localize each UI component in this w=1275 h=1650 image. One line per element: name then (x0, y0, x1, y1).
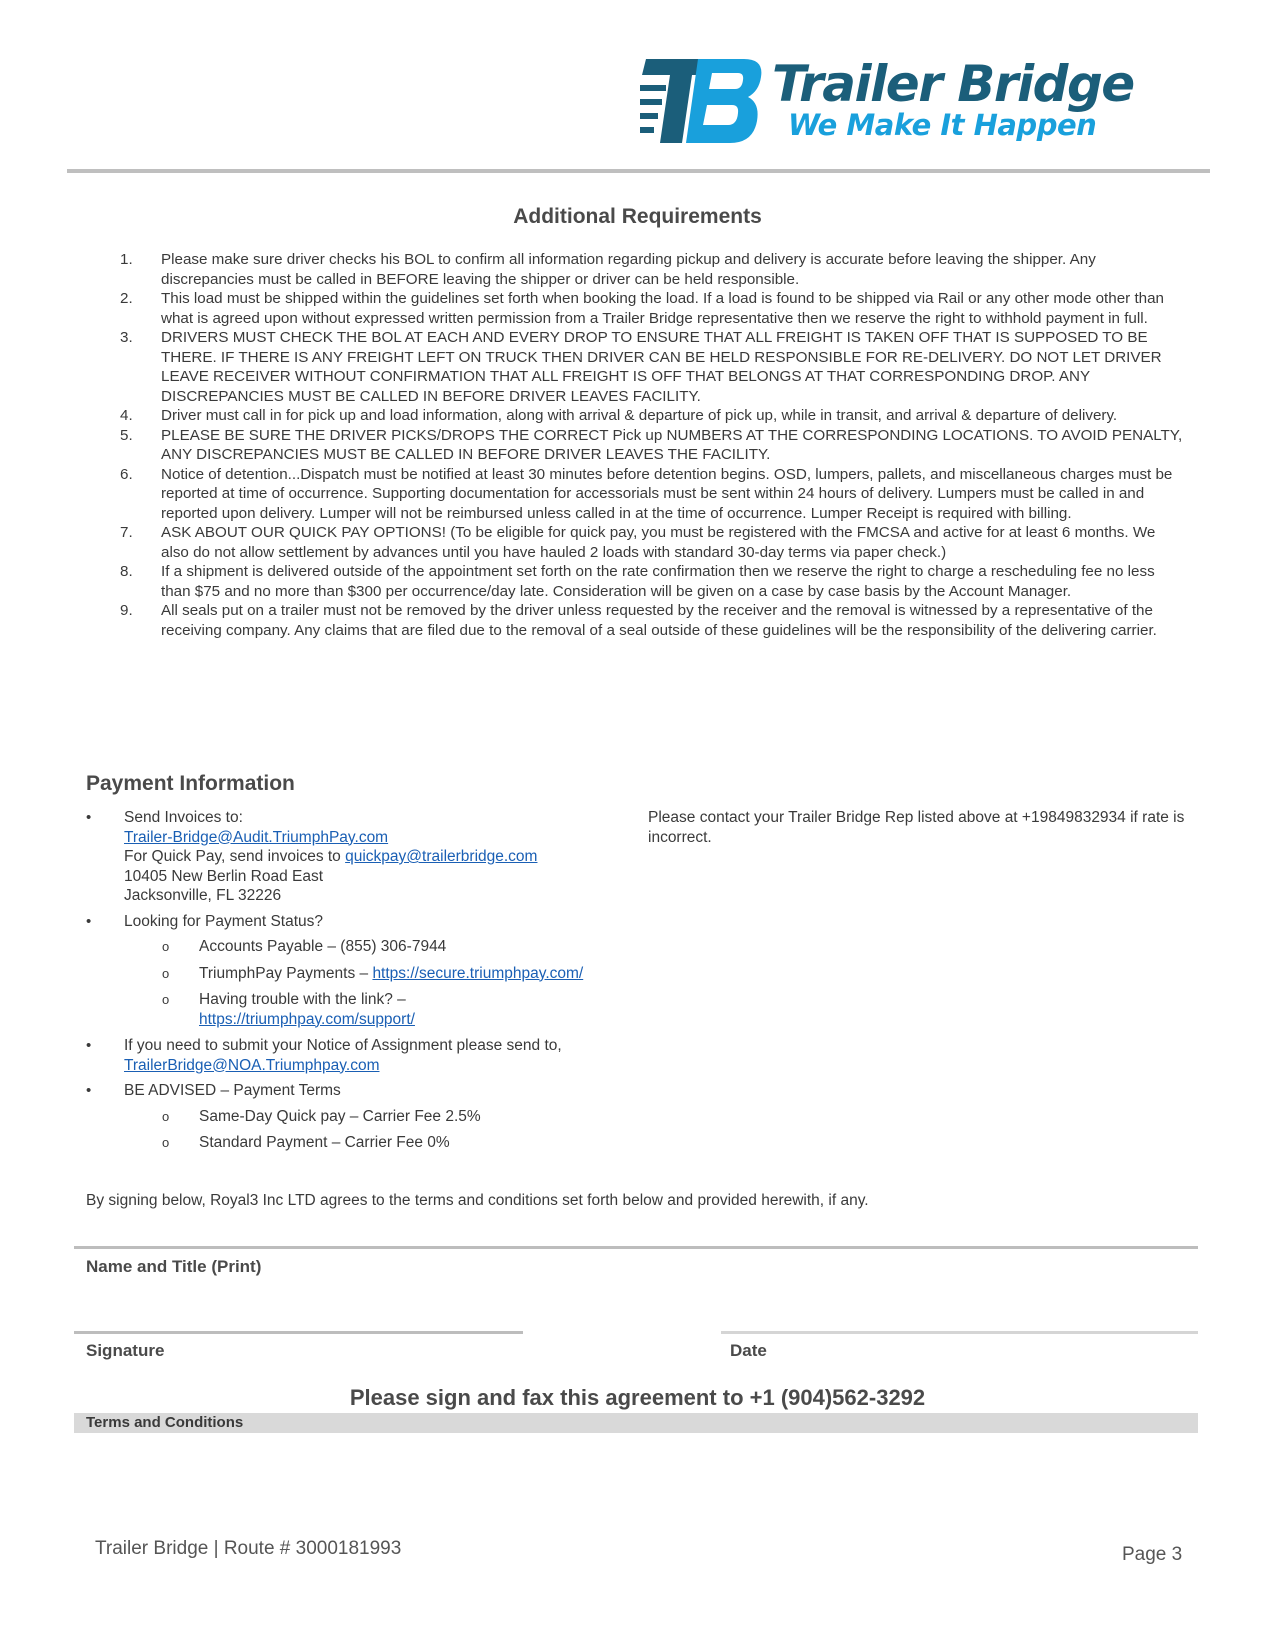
quickpay-prefix: For Quick Pay, send invoices to (124, 848, 346, 865)
tb-logo-icon (640, 59, 765, 143)
requirement-number: 6. (120, 465, 133, 483)
requirement-text: Notice of detention...Dispatch must be notified at least 30 minutes before detention begins. OSD, lumpers, pallets, and miscellaneous charges must be reported at time of occurrence. Supporting documentation for accessorials must be sent within 24 hours of delivery. Lumpers must be called in and reported upon delivery. Lumper will not be reimbursed unless called in at the time of occurrence. Lumper Receipt is required with billing. (161, 465, 1173, 522)
brand-tagline: We Make It Happen (788, 108, 1097, 142)
brand-name: Trailer Bridge (772, 55, 1134, 113)
bullet-icon: • (86, 1037, 92, 1054)
payment-status-label: Looking for Payment Status? (124, 912, 324, 930)
requirement-number: 3. (120, 329, 133, 346)
invoice-email-link[interactable]: Trailer-Bridge@Audit.TriumphPay.com (124, 828, 389, 846)
sub-bullet-icon: o (162, 992, 170, 1007)
quickpay-email-link[interactable]: quickpay@trailerbridge.com (345, 848, 538, 865)
requirements-list (120, 250, 1185, 640)
name-title-label: Name and Title (Print) (86, 1257, 262, 1276)
trouble-prefix: Having trouble with the link? – (199, 991, 406, 1008)
accounts-payable-item (86, 937, 646, 957)
requirement-number: 7. (120, 524, 133, 541)
rate-contact-note: Please contact your Trailer Bridge Rep listed above at +19849832934 if rate is incorrect. (648, 809, 1185, 846)
noa-bullet (86, 1036, 646, 1075)
requirement-text: Driver must call in for pick up and load information, along with arrival & departure of pick up, while in transit, and arrival & departure of delivery. (161, 407, 1118, 424)
requirement-number: 1. (120, 251, 133, 268)
agreement-statement: By signing below, Royal3 Inc LTD agrees to the terms and conditions set forth below and provided herewith, if any. (86, 1192, 869, 1209)
signature-label: Signature (86, 1341, 165, 1360)
noa-email-link[interactable]: TrailerBridge@NOA.Triumphpay.com (124, 1056, 380, 1074)
requirement-text: All seals put on a trailer must not be removed by the driver unless requested by the receiver and the removal is witnessed by a representative of the receiving company. Any claims that are filed due to the removal of a seal outside of these guidelines will be the responsibility of the delivering carrier. (161, 602, 1157, 639)
requirement-number: 8. (120, 563, 133, 580)
requirement-number: 2. (120, 290, 133, 307)
sub-bullet-icon: o (162, 1108, 170, 1124)
requirement-item (120, 250, 1185, 289)
payment-title: Payment Information (86, 772, 295, 795)
signature-line[interactable] (74, 1331, 523, 1334)
requirement-number: 4. (120, 407, 133, 424)
requirement-number: 9. (120, 602, 133, 619)
requirement-text: Please make sure driver checks his BOL to confirm all information regarding pickup and delivery is accurate before leaving the shipper. Any discrepancies must be called in BEFORE leaving the shipper or driver can be held responsible. (161, 251, 1096, 288)
address-line-2: Jacksonville, FL 32226 (124, 887, 282, 904)
sub-bullet-icon: o (162, 939, 170, 954)
standard-payment-text: Standard Payment – Carrier Fee 0% (199, 1134, 450, 1151)
date-line[interactable] (721, 1331, 1198, 1334)
triumphpay-link[interactable]: https://secure.triumphpay.com/ (372, 964, 584, 982)
standard-payment-item (86, 1133, 646, 1153)
payment-details (86, 808, 646, 1160)
address-line-1: 10405 New Berlin Road East (124, 867, 324, 885)
requirement-item (120, 562, 1185, 601)
requirements-title: Additional Requirements (513, 205, 762, 228)
name-title-line (74, 1246, 1198, 1249)
triumphpay-prefix: TriumphPay Payments – (199, 964, 373, 982)
requirement-text: DRIVERS MUST CHECK THE BOL AT EACH AND EVERY DROP TO ENSURE THAT ALL FREIGHT IS TAKEN OFF THAT IS SUPPOSED TO BE THERE. IF THERE IS ANY FREIGHT LEFT ON TRUCK THEN DRIVER CAN BE HELD RESPONSIBLE FOR RE-DELIVERY. DO NOT LET DRIVER LEAVE RECEIVER WITHOUT CONFIRMATION THAT ALL FREIGHT IS OFF THAT BELONGS AT THAT CORRESPONDING DROP. ANY DISCREPANCIES MUST BE CALLED IN BEFORE DRIVER LEAVES FACILITY. (161, 329, 1162, 405)
terms-header: Terms and Conditions (74, 1413, 1198, 1433)
noa-text: If you need to submit your Notice of Assignment please send to, (124, 1037, 562, 1054)
requirement-text: ASK ABOUT OUR QUICK PAY OPTIONS! (To be eligible for quick pay, you must be registered with the FMCSA and active for at least 6 months. We also do not allow settlement by advances until you have hauled 2 loads with standard 30-day terms via paper check.) (161, 524, 1156, 561)
sub-bullet-icon: o (162, 965, 170, 981)
accounts-payable-text: Accounts Payable – (855) 306-7944 (199, 938, 447, 955)
requirement-item (120, 328, 1185, 406)
triumphpay-item (86, 964, 646, 984)
footer-route: Trailer Bridge | Route # 3000181993 (95, 1538, 402, 1559)
payment-terms-bullet (86, 1081, 646, 1101)
requirement-item (120, 426, 1185, 465)
payment-status-bullet (86, 912, 646, 932)
header-divider (67, 169, 1210, 173)
requirement-text: PLEASE BE SURE THE DRIVER PICKS/DROPS THE CORRECT Pick up NUMBERS AT THE CORRESPONDING LOCATIONS. TO AVOID PENALTY, ANY DISCREPANCIES MUST BE CALLED IN BEFORE DRIVER LEAVES THE FACILITY. (161, 426, 1183, 463)
send-invoices-label: Send Invoices to: (124, 809, 243, 826)
requirement-item (120, 406, 1185, 426)
requirement-item (120, 523, 1185, 562)
support-link[interactable]: https://triumphpay.com/support/ (199, 1010, 415, 1028)
requirement-item (120, 601, 1185, 640)
trouble-link-item (86, 990, 646, 1029)
bullet-icon: • (86, 912, 92, 930)
fax-instruction: Please sign and fax this agreement to +1 (904)562-3292 (349, 1385, 926, 1410)
requirement-text: If a shipment is delivered outside of the appointment set forth on the rate confirmation then we reserve the right to charge a rescheduling fee no less than $75 and no more than $300 per occurrence/day late. Consideration will be given on a case by case basis by the Account Manager. (161, 563, 1155, 600)
requirement-number: 5. (120, 426, 133, 444)
same-day-text: Same-Day Quick pay – Carrier Fee 2.5% (199, 1107, 481, 1125)
page-number: Page 3 (1122, 1544, 1183, 1565)
trailer-bridge-logo (640, 55, 1200, 145)
payment-terms-label: BE ADVISED – Payment Terms (124, 1082, 341, 1099)
invoice-bullet (86, 808, 646, 906)
bullet-icon: • (86, 1082, 92, 1099)
bullet-icon: • (86, 809, 92, 826)
requirement-item (120, 289, 1185, 328)
date-label: Date (730, 1341, 767, 1360)
sub-bullet-icon: o (162, 1135, 170, 1150)
requirement-item (120, 465, 1185, 524)
requirement-text: This load must be shipped within the guidelines set forth when booking the load. If a load is found to be shipped via Rail or any other mode other than what is agreed upon without expressed written permission from a Trailer Bridge representative then we reserve the right to withhold payment in full. (161, 290, 1165, 327)
same-day-item (86, 1107, 646, 1127)
